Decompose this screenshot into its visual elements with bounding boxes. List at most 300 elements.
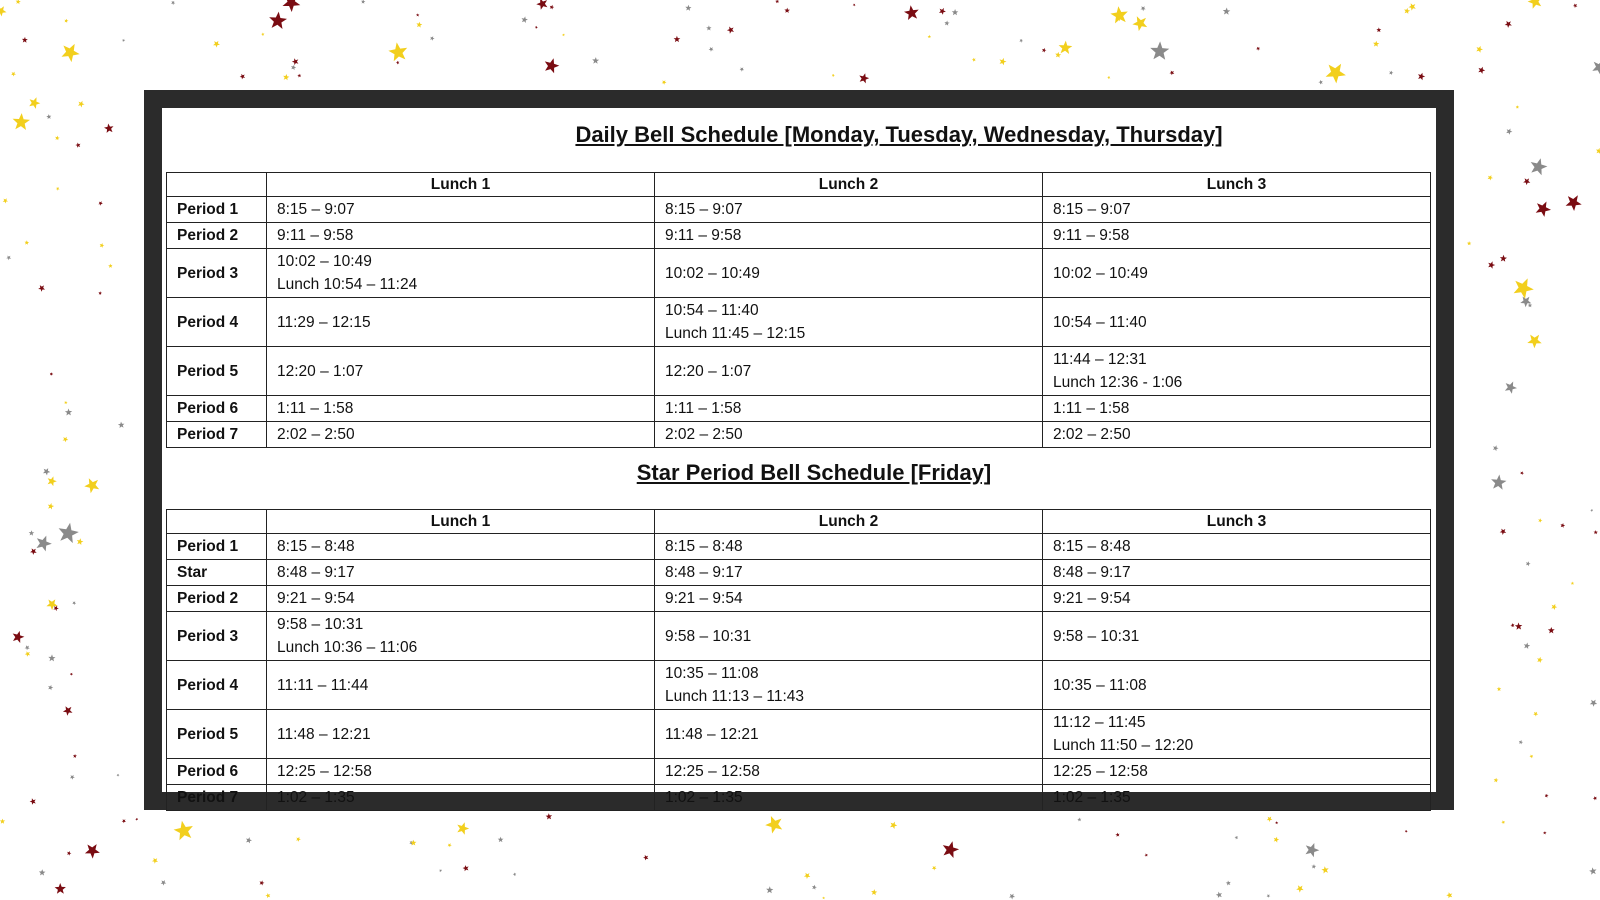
star-icon xyxy=(1500,255,1507,262)
star-icon xyxy=(1321,866,1328,873)
star-icon xyxy=(1538,518,1542,522)
period-label: Period 7 xyxy=(167,785,267,811)
star-icon xyxy=(1267,894,1271,898)
class-time: 2:02 – 2:50 xyxy=(665,426,743,443)
class-time: 9:58 – 10:31 xyxy=(1053,627,1140,645)
star-icon xyxy=(29,97,40,109)
star-icon xyxy=(84,478,99,493)
period-label: Period 6 xyxy=(167,396,267,422)
class-time: 8:48 – 9:17 xyxy=(665,564,743,581)
star-icon xyxy=(3,198,8,203)
star-icon xyxy=(118,422,125,428)
star-icon xyxy=(388,42,407,61)
star-icon xyxy=(1404,8,1410,14)
star-icon xyxy=(1593,796,1597,800)
lunch-1-time-cell xyxy=(267,586,655,612)
period-label: Star xyxy=(167,560,267,586)
period-label: Period 2 xyxy=(167,586,267,612)
star-icon xyxy=(1312,864,1317,869)
star-icon xyxy=(1515,623,1523,630)
star-icon xyxy=(283,74,289,80)
star-icon xyxy=(1418,73,1425,81)
star-icon xyxy=(98,291,102,295)
daily-schedule-body xyxy=(167,197,1431,448)
star-icon xyxy=(1107,76,1110,79)
star-icon xyxy=(1594,530,1598,534)
corner-header xyxy=(167,173,267,197)
star-icon xyxy=(804,873,810,879)
star-icon xyxy=(53,606,58,612)
star-icon xyxy=(1170,71,1175,76)
star-icon xyxy=(939,8,946,15)
star-icon xyxy=(55,883,66,894)
lunch-3-header: Lunch 3 xyxy=(1043,510,1431,534)
star-icon xyxy=(1274,837,1280,843)
lunch-2-time-cell xyxy=(655,534,1043,560)
lunch-1-time-cell xyxy=(267,759,655,785)
lunch-3-time-cell xyxy=(1043,534,1431,560)
star-icon xyxy=(260,880,265,885)
star-icon xyxy=(439,869,442,872)
class-time: 10:02 – 10:49 xyxy=(1053,264,1148,282)
period-label: Period 5 xyxy=(167,347,267,396)
star-icon xyxy=(25,651,30,657)
class-time: 12:25 – 12:58 xyxy=(665,763,760,780)
star-icon xyxy=(292,58,299,65)
lunch-3-time-cell xyxy=(1043,612,1431,661)
star-icon xyxy=(1077,818,1081,822)
star-icon xyxy=(1561,523,1566,528)
star-icon xyxy=(1493,445,1499,451)
star-icon xyxy=(39,869,46,875)
star-icon xyxy=(55,136,60,141)
star-icon xyxy=(1537,657,1543,663)
star-icon xyxy=(64,401,67,405)
lunch-1-header: Lunch 1 xyxy=(267,510,655,534)
friday-schedule-table xyxy=(166,509,1431,811)
star-icon xyxy=(65,409,72,416)
star-icon xyxy=(72,601,76,605)
star-icon xyxy=(1501,820,1505,824)
star-icon xyxy=(78,101,85,108)
table-row xyxy=(167,785,1431,811)
star-icon xyxy=(1494,778,1499,783)
star-icon xyxy=(1478,67,1485,74)
star-icon xyxy=(784,8,790,13)
star-icon xyxy=(727,27,734,34)
star-icon xyxy=(1596,148,1600,154)
lunch-3-time-cell xyxy=(1043,347,1431,396)
lunch-time: Lunch 11:50 – 12:20 xyxy=(1053,737,1194,754)
table-row xyxy=(167,223,1431,249)
lunch-1-time-cell xyxy=(267,710,655,759)
lunch-1-header: Lunch 1 xyxy=(267,173,655,197)
lunch-1-time-cell xyxy=(267,347,655,396)
star-icon xyxy=(765,816,782,834)
star-icon xyxy=(265,893,270,898)
table-row xyxy=(167,661,1431,710)
star-icon xyxy=(1476,46,1483,53)
star-icon xyxy=(1505,21,1512,28)
table-row xyxy=(167,197,1431,223)
schedule-sheet xyxy=(162,108,1436,806)
star-icon xyxy=(562,33,565,36)
lunch-2-time-cell xyxy=(655,197,1043,223)
star-icon xyxy=(59,523,79,543)
star-icon xyxy=(498,837,504,843)
lunch-1-time-cell xyxy=(267,612,655,661)
star-icon xyxy=(73,754,77,758)
star-icon xyxy=(1510,623,1514,627)
star-icon xyxy=(546,813,553,819)
star-icon xyxy=(1267,817,1273,823)
class-time: 11:12 – 11:45 xyxy=(1053,714,1146,731)
star-icon xyxy=(662,80,667,85)
star-icon xyxy=(152,858,158,864)
star-icon xyxy=(535,26,538,29)
period-label: Period 3 xyxy=(167,249,267,298)
star-icon xyxy=(6,256,11,261)
star-icon xyxy=(1529,755,1533,759)
star-icon xyxy=(463,865,469,871)
class-time: 11:11 – 11:44 xyxy=(277,676,369,694)
star-icon xyxy=(1533,712,1538,717)
class-time: 9:21 – 9:54 xyxy=(277,590,355,607)
star-icon xyxy=(30,798,36,805)
star-icon xyxy=(1514,278,1534,298)
class-time: 12:20 – 1:07 xyxy=(277,362,364,380)
period-label: Period 3 xyxy=(167,612,267,661)
star-icon xyxy=(38,285,45,292)
lunch-2-time-cell xyxy=(655,759,1043,785)
star-icon xyxy=(240,74,245,80)
star-icon xyxy=(1528,303,1533,307)
star-icon xyxy=(1500,529,1507,535)
star-icon xyxy=(853,4,856,7)
star-icon xyxy=(77,538,84,545)
star-icon xyxy=(1497,687,1502,691)
star-icon xyxy=(1548,627,1555,633)
star-icon xyxy=(1488,175,1493,180)
class-time: 12:20 – 1:07 xyxy=(665,362,752,380)
star-icon xyxy=(1318,80,1322,85)
lunch-2-time-cell xyxy=(655,422,1043,448)
class-time: 9:11 – 9:58 xyxy=(277,227,354,244)
table-row xyxy=(167,249,1431,298)
period-label: Period 1 xyxy=(167,197,267,223)
star-icon xyxy=(1409,3,1416,10)
star-icon xyxy=(269,12,287,29)
lunch-3-time-cell xyxy=(1043,223,1431,249)
lunch-1-time-cell xyxy=(267,534,655,560)
lunch-2-time-cell xyxy=(655,347,1043,396)
lunch-3-time-cell xyxy=(1043,710,1431,759)
class-time: 9:21 – 9:54 xyxy=(1053,590,1131,607)
star-icon xyxy=(22,37,28,43)
star-icon xyxy=(108,264,113,268)
star-icon xyxy=(1376,27,1381,32)
class-time: 9:58 – 10:31 xyxy=(665,627,752,645)
star-icon xyxy=(1592,60,1600,75)
lunch-2-header: Lunch 2 xyxy=(655,173,1043,197)
class-time: 8:15 – 8:48 xyxy=(1053,538,1131,555)
star-icon xyxy=(812,885,817,890)
star-icon xyxy=(297,74,301,78)
star-icon xyxy=(536,0,547,10)
star-icon xyxy=(522,16,528,23)
lunch-2-time-cell xyxy=(655,298,1043,347)
star-icon xyxy=(1150,41,1169,59)
star-icon xyxy=(1590,700,1597,707)
star-icon xyxy=(643,855,648,861)
star-icon xyxy=(1505,382,1517,394)
star-icon xyxy=(706,25,711,30)
star-icon xyxy=(117,774,120,777)
period-label: Period 7 xyxy=(167,422,267,448)
star-icon xyxy=(1491,475,1506,490)
star-icon xyxy=(0,6,7,16)
star-icon xyxy=(1524,643,1530,650)
class-time: 8:48 – 9:17 xyxy=(1053,564,1131,581)
star-icon xyxy=(43,468,50,475)
class-time: 11:44 – 12:31 xyxy=(1053,351,1147,368)
star-icon xyxy=(11,72,16,77)
star-icon xyxy=(1042,48,1046,53)
class-time: 8:15 – 8:48 xyxy=(277,538,355,555)
lunch-3-time-cell xyxy=(1043,298,1431,347)
daily-schedule-title: Daily Bell Schedule [Monday, Tuesday, Wednesday, Thursday] xyxy=(575,122,1223,147)
lunch-time: Lunch 11:45 – 12:15 xyxy=(665,325,806,342)
star-icon xyxy=(1059,41,1073,54)
star-icon xyxy=(48,476,57,486)
lunch-2-time-cell xyxy=(655,612,1043,661)
friday-schedule-title: Star Period Bell Schedule [Friday] xyxy=(636,460,992,485)
star-icon xyxy=(1216,892,1222,898)
star-icon xyxy=(70,775,75,780)
star-icon xyxy=(64,19,68,23)
class-time: 8:15 – 8:48 xyxy=(665,538,743,555)
lunch-1-time-cell xyxy=(267,422,655,448)
star-icon xyxy=(1573,4,1578,9)
table-row xyxy=(167,422,1431,448)
lunch-1-time-cell xyxy=(267,223,655,249)
star-icon xyxy=(740,67,745,71)
lunch-2-time-cell xyxy=(655,396,1043,422)
lunch-3-time-cell xyxy=(1043,422,1431,448)
class-time: 8:15 – 9:07 xyxy=(665,201,743,218)
star-icon xyxy=(50,372,54,376)
star-icon xyxy=(1145,853,1148,857)
star-icon xyxy=(1000,58,1007,65)
star-icon xyxy=(513,873,516,877)
star-icon xyxy=(1326,64,1346,84)
star-icon xyxy=(1467,241,1471,245)
lunch-1-time-cell xyxy=(267,197,655,223)
star-icon xyxy=(1446,892,1452,898)
class-time: 8:15 – 9:07 xyxy=(1053,201,1131,218)
table-row xyxy=(167,560,1431,586)
star-icon xyxy=(98,201,103,206)
corner-header xyxy=(167,510,267,534)
star-icon xyxy=(261,33,264,36)
period-label: Period 4 xyxy=(167,661,267,710)
class-time: 11:29 – 12:15 xyxy=(277,313,371,331)
star-icon xyxy=(13,113,30,130)
star-icon xyxy=(37,536,52,552)
class-time: 8:15 – 9:07 xyxy=(277,201,355,218)
star-icon xyxy=(1055,52,1061,58)
star-icon xyxy=(1543,831,1547,834)
star-icon xyxy=(296,837,301,842)
star-icon xyxy=(1488,261,1495,268)
star-icon xyxy=(1115,833,1119,837)
star-icon xyxy=(70,673,73,676)
star-icon xyxy=(63,706,73,716)
period-label: Period 1 xyxy=(167,534,267,560)
star-icon xyxy=(1235,836,1239,840)
star-icon xyxy=(161,880,167,886)
table-row xyxy=(167,710,1431,759)
table-row xyxy=(167,396,1431,422)
star-icon xyxy=(1571,582,1575,585)
class-time: 9:11 – 9:58 xyxy=(665,227,742,244)
class-time: 11:48 – 12:21 xyxy=(665,725,759,743)
star-icon xyxy=(46,114,51,119)
table-row xyxy=(167,347,1431,396)
class-time: 12:25 – 12:58 xyxy=(1053,763,1148,780)
period-label: Period 4 xyxy=(167,298,267,347)
star-icon xyxy=(361,0,365,4)
lunch-1-time-cell xyxy=(267,298,655,347)
star-icon xyxy=(1531,158,1548,175)
lunch-2-time-cell xyxy=(655,785,1043,811)
star-icon xyxy=(1516,105,1520,109)
lunch-2-time-cell xyxy=(655,223,1043,249)
lunch-3-time-cell xyxy=(1043,661,1431,710)
star-icon xyxy=(1526,561,1531,566)
star-icon xyxy=(943,841,959,858)
lunch-1-time-cell xyxy=(267,249,655,298)
table-row xyxy=(167,298,1431,347)
star-icon xyxy=(932,866,937,871)
star-icon xyxy=(822,897,825,900)
star-icon xyxy=(62,44,80,62)
class-time: 9:58 – 10:31 xyxy=(277,616,364,633)
star-icon xyxy=(1528,0,1542,9)
star-icon xyxy=(592,57,599,64)
star-icon xyxy=(457,822,469,835)
star-icon xyxy=(416,13,419,16)
class-time: 10:02 – 10:49 xyxy=(277,253,372,270)
table-row xyxy=(167,759,1431,785)
class-time: 10:54 – 11:40 xyxy=(1053,313,1147,331)
star-icon xyxy=(1405,830,1408,833)
star-icon xyxy=(1226,881,1231,886)
star-icon xyxy=(30,548,37,555)
star-icon xyxy=(448,843,452,847)
lunch-2-time-cell xyxy=(655,710,1043,759)
star-icon xyxy=(775,0,779,3)
star-icon xyxy=(1373,41,1379,47)
class-time: 10:35 – 11:08 xyxy=(1053,676,1147,694)
lunch-time: Lunch 11:13 – 11:43 xyxy=(665,688,805,705)
table-header-row xyxy=(167,510,1431,534)
class-time: 2:02 – 2:50 xyxy=(277,426,355,443)
star-icon xyxy=(1523,178,1530,185)
lunch-2-header: Lunch 2 xyxy=(655,510,1043,534)
lunch-1-time-cell xyxy=(267,785,655,811)
lunch-2-time-cell xyxy=(655,586,1043,612)
lunch-2-time-cell xyxy=(655,661,1043,710)
star-icon xyxy=(430,36,435,41)
star-icon xyxy=(48,503,54,510)
star-icon xyxy=(1566,195,1582,211)
lunch-3-time-cell xyxy=(1043,586,1431,612)
star-icon xyxy=(1110,6,1127,23)
star-icon xyxy=(29,530,35,536)
table-header-row xyxy=(167,173,1431,197)
star-icon xyxy=(0,819,5,824)
star-icon xyxy=(1589,867,1596,874)
lunch-2-time-cell xyxy=(655,560,1043,586)
lunch-1-time-cell xyxy=(267,661,655,710)
star-icon xyxy=(832,74,835,77)
star-icon xyxy=(67,851,71,856)
star-icon xyxy=(928,35,932,39)
lunch-3-time-cell xyxy=(1043,249,1431,298)
class-time: 11:48 – 12:21 xyxy=(277,725,371,743)
star-icon xyxy=(104,124,114,133)
class-time: 2:02 – 2:50 xyxy=(1053,426,1131,443)
class-time: 1:02 – 1:35 xyxy=(1053,789,1131,806)
star-icon xyxy=(85,844,100,859)
star-icon xyxy=(75,143,80,148)
lunch-3-time-cell xyxy=(1043,396,1431,422)
class-time: 10:35 – 11:08 xyxy=(665,665,759,682)
star-icon xyxy=(550,5,555,10)
star-icon xyxy=(25,645,30,650)
period-label: Period 5 xyxy=(167,710,267,759)
star-icon xyxy=(1141,6,1146,11)
star-icon xyxy=(63,437,69,443)
star-icon xyxy=(56,187,60,191)
star-icon xyxy=(1223,8,1231,15)
class-time: 10:54 – 11:40 xyxy=(665,302,759,319)
star-icon xyxy=(685,5,691,11)
star-icon xyxy=(1256,47,1260,51)
period-label: Period 2 xyxy=(167,223,267,249)
star-icon xyxy=(48,654,55,661)
star-icon xyxy=(135,818,138,821)
star-icon xyxy=(122,39,125,42)
class-time: 1:02 – 1:35 xyxy=(665,789,743,806)
class-time: 1:02 – 1:35 xyxy=(277,789,355,806)
class-time: 8:48 – 9:17 xyxy=(277,564,355,581)
star-icon xyxy=(48,685,53,690)
friday-schedule-body xyxy=(167,534,1431,811)
class-time: 9:21 – 9:54 xyxy=(665,590,743,607)
lunch-time: Lunch 10:54 – 11:24 xyxy=(277,276,418,293)
class-time: 12:25 – 12:58 xyxy=(277,763,372,780)
star-icon xyxy=(1520,471,1524,475)
star-icon xyxy=(171,1,175,5)
star-icon xyxy=(122,819,126,823)
star-icon xyxy=(1527,335,1541,349)
star-icon xyxy=(410,840,416,846)
table-row xyxy=(167,612,1431,661)
star-icon xyxy=(545,58,560,73)
schedule-frame xyxy=(144,90,1454,810)
